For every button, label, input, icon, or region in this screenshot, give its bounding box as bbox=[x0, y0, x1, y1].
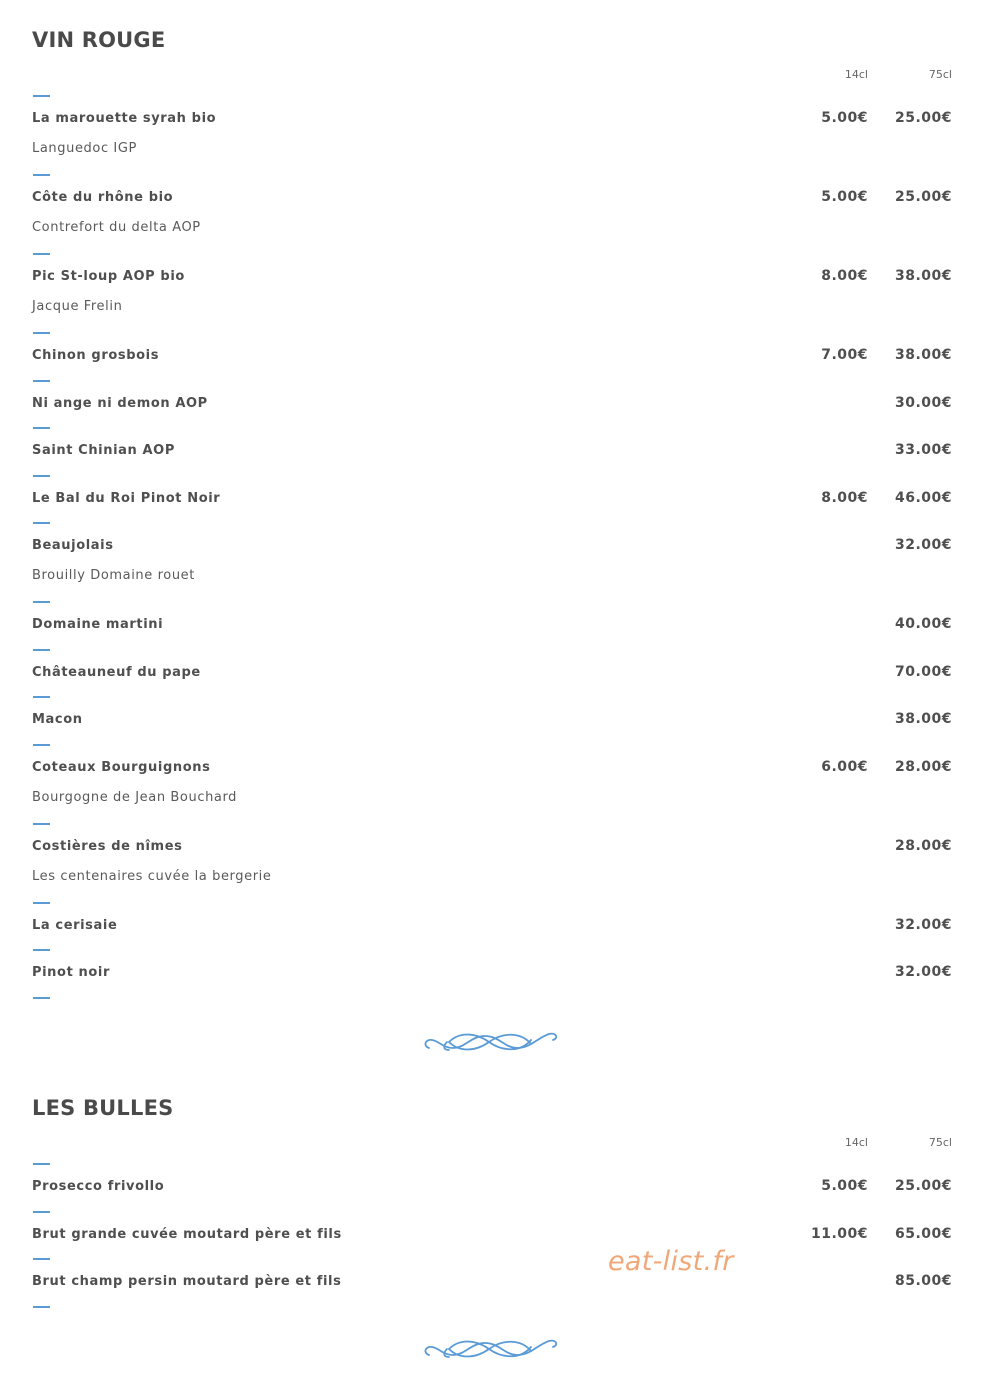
scroll-flourish-icon bbox=[419, 1333, 565, 1363]
column-header-75cl: 75cl bbox=[928, 68, 952, 81]
divider-dash bbox=[33, 380, 50, 382]
wine-name: Ni ange ni demon AOP bbox=[32, 395, 208, 411]
price-75cl: 46.00€ bbox=[894, 489, 952, 506]
wine-origin: Les centenaires cuvée la bergerie bbox=[32, 868, 272, 884]
divider-dash bbox=[33, 1211, 50, 1213]
wine-origin: Brouilly Domaine rouet bbox=[32, 568, 195, 583]
price-75cl: 65.00€ bbox=[894, 1225, 952, 1242]
divider-dash bbox=[33, 174, 50, 176]
wine-name: Domaine martini bbox=[32, 617, 164, 632]
wine-origin: Jacque Frelin bbox=[32, 299, 123, 314]
wine-name: Beaujolais bbox=[32, 538, 114, 553]
price-75cl: 85.00€ bbox=[894, 1273, 952, 1289]
price-75cl: 28.00€ bbox=[894, 837, 952, 854]
price-14cl: 5.00€ bbox=[821, 1178, 868, 1194]
divider-dash bbox=[33, 997, 50, 999]
divider-dash bbox=[33, 332, 50, 334]
divider-dash bbox=[33, 253, 50, 255]
price-75cl: 28.00€ bbox=[894, 758, 952, 775]
price-75cl: 70.00€ bbox=[894, 663, 952, 680]
wine-name: Côte du rhône bio bbox=[32, 190, 174, 205]
wine-name: Le Bal du Roi Pinot Noir bbox=[32, 490, 221, 506]
price-75cl: 38.00€ bbox=[894, 347, 952, 363]
wine-name: Macon bbox=[32, 712, 83, 727]
price-14cl: 8.00€ bbox=[821, 268, 868, 284]
price-75cl: 32.00€ bbox=[894, 916, 952, 933]
price-14cl: 5.00€ bbox=[821, 110, 868, 126]
divider-dash bbox=[33, 427, 50, 429]
column-header-14cl: 14cl bbox=[844, 1136, 868, 1149]
price-75cl: 40.00€ bbox=[894, 616, 952, 632]
wine-name: La cerisaie bbox=[32, 917, 118, 933]
wine-name: Costières de nîmes bbox=[32, 838, 183, 854]
divider-dash bbox=[33, 744, 50, 746]
wine-name: Pinot noir bbox=[32, 965, 110, 980]
wine-name: Pic St-loup AOP bio bbox=[32, 269, 185, 284]
column-header-75cl: 75cl bbox=[928, 1136, 952, 1149]
price-14cl: 11.00€ bbox=[810, 1225, 868, 1242]
divider-dash bbox=[33, 1258, 50, 1260]
price-75cl: 32.00€ bbox=[894, 537, 952, 553]
wine-name: Prosecco frivollo bbox=[32, 1179, 165, 1194]
divider-dash bbox=[33, 902, 50, 904]
wine-name: Chinon grosbois bbox=[32, 348, 160, 363]
price-75cl: 25.00€ bbox=[894, 110, 952, 126]
watermark: eat-list.fr bbox=[608, 1246, 734, 1277]
divider-dash bbox=[33, 649, 50, 651]
price-14cl: 8.00€ bbox=[821, 489, 868, 506]
wine-name: La marouette syrah bio bbox=[32, 111, 217, 126]
wine-name: Châteauneuf du pape bbox=[32, 664, 201, 680]
price-75cl: 38.00€ bbox=[894, 711, 952, 727]
wine-name: Saint Chinian AOP bbox=[32, 443, 175, 458]
wine-name: Brut grande cuvée moutard père et fils bbox=[32, 1226, 342, 1242]
price-75cl: 25.00€ bbox=[894, 189, 952, 205]
divider-dash bbox=[33, 696, 50, 698]
price-75cl: 32.00€ bbox=[894, 964, 952, 980]
price-75cl: 33.00€ bbox=[894, 442, 952, 458]
price-75cl: 25.00€ bbox=[894, 1178, 952, 1194]
divider-dash bbox=[33, 475, 50, 477]
price-75cl: 38.00€ bbox=[894, 268, 952, 284]
section-title: VIN ROUGE bbox=[32, 28, 166, 52]
wine-name: Coteaux Bourguignons bbox=[32, 759, 211, 775]
divider-dash bbox=[33, 949, 50, 951]
price-14cl: 5.00€ bbox=[821, 189, 868, 205]
scroll-flourish-icon bbox=[419, 1026, 565, 1056]
section-title: LES BULLES bbox=[32, 1096, 174, 1120]
divider-dash bbox=[33, 1306, 50, 1308]
price-14cl: 6.00€ bbox=[821, 758, 868, 775]
wine-origin: Languedoc IGP bbox=[32, 141, 137, 156]
price-14cl: 7.00€ bbox=[821, 347, 868, 363]
price-75cl: 30.00€ bbox=[894, 394, 952, 411]
divider-dash bbox=[33, 1163, 50, 1165]
wine-origin: Bourgogne de Jean Bouchard bbox=[32, 789, 238, 805]
divider-dash bbox=[33, 95, 50, 97]
wine-origin: Contrefort du delta AOP bbox=[32, 220, 201, 235]
divider-dash bbox=[33, 823, 50, 825]
divider-dash bbox=[33, 522, 50, 524]
wine-name: Brut champ persin moutard père et fils bbox=[32, 1274, 342, 1289]
divider-dash bbox=[33, 601, 50, 603]
column-header-14cl: 14cl bbox=[844, 68, 868, 81]
